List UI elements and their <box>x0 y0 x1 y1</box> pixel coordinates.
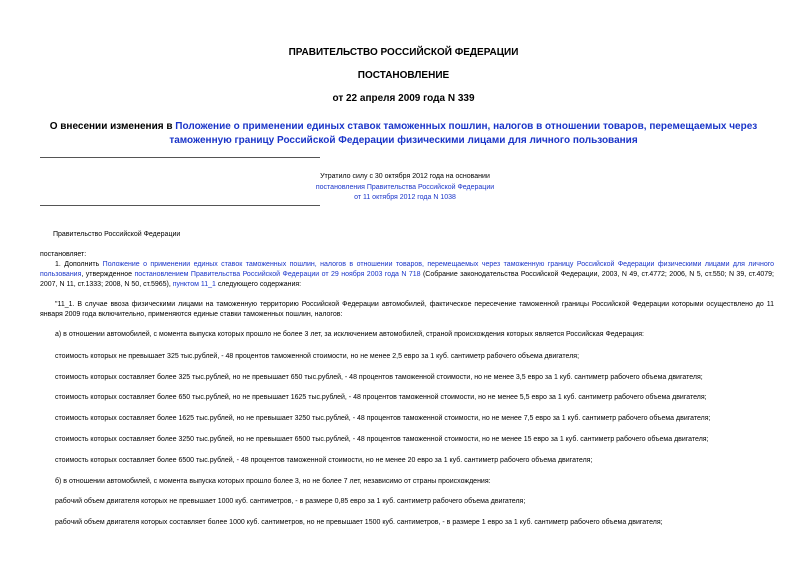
document-type-heading: ПОСТАНОВЛЕНИЕ <box>357 70 450 81</box>
rate-a5: стоимость которых составляет более 3250 тыс.рублей, но не превышает 6500 тыс.рублей, - 48 процентов таможенной стоимости, но не менее 15 евро за 1 куб. сантиметр рабочего объема двигателя; <box>55 436 709 443</box>
divider-bottom <box>40 205 320 206</box>
p1-text-c: (Собрание законодательства Российской Федерации, 2003, N 49, ст.4772; 2006, N 5, ст.550; N 39, ст.4079; 2007, N 11, ст.1333; 2008, N 50, ст.5965), <box>40 271 774 288</box>
rate-a3: стоимость которых составляет более 650 тыс.рублей, но не превышает 1625 тыс.рублей, - 48 процентов таможенной стоимости, но не менее 5,5 евро за 1 куб. сантиметр рабочего объема двигателя; <box>55 394 707 401</box>
rate-a1: стоимость которых не превышает 325 тыс.рублей, - 48 процентов таможенной стоимости, но не менее 2,5 евро за 1 куб. сантиметр рабочего объема двигателя; <box>55 353 580 360</box>
government-line: Правительство Российской Федерации <box>53 231 181 238</box>
p1-text-b: , утвержденное <box>81 271 135 278</box>
decides-line: постановляет: <box>40 251 87 258</box>
p1-clause-link[interactable]: пунктом 11_1 <box>172 281 216 288</box>
date-number-heading: от 22 апреля 2009 года N 339 <box>332 93 475 104</box>
document-title <box>28 120 779 148</box>
divider-top <box>40 157 320 158</box>
repeal-decree-date-link[interactable]: от 11 октября 2012 года N 1038 <box>354 194 456 201</box>
title-regulation-link[interactable]: Положение о применении единых ставок таможенных пошлин, налогов в отношении товаров, перемещаемых через таможенную границу Российской Федерации физическими лицами для личного пользования <box>169 121 758 146</box>
p1-text-d: следующего содержания: <box>215 281 302 288</box>
rate-b1: рабочий объем двигателя которых не превышает 1000 куб. сантиметров, - в размере 0,85 евро за 1 куб. сантиметр рабочего объема двигателя; <box>55 498 526 505</box>
rate-b2: рабочий объем двигателя которых составляет более 1000 куб. сантиметров, но не превышает 1500 куб. сантиметров, - в размере 1 евро за 1 куб. сантиметр рабочего объема двигателя; <box>55 519 663 526</box>
repeal-note-text: Утратило силу с 30 октября 2012 года на основании <box>320 173 490 180</box>
repeal-decree-link[interactable]: постановления Правительства Российской Федерации <box>315 183 495 191</box>
subparagraph-b: б) в отношении автомобилей, с момента выпуска которых прошло более 3, но не более 7 лет, независимо от страны происхождения: <box>55 478 491 485</box>
repeal-note <box>260 172 550 204</box>
government-heading: ПРАВИТЕЛЬСТВО РОССИЙСКОЙ ФЕДЕРАЦИИ <box>288 47 519 58</box>
rate-a4: стоимость которых составляет более 1625 тыс.рублей, но не превышает 3250 тыс.рублей, - 48 процентов таможенной стоимости, но не менее 7,5 евро за 1 куб. сантиметр рабочего объема двигателя; <box>55 415 711 422</box>
paragraph-11-1: "11_1. В случае ввоза физическими лицами на таможенную территорию Российской Федерации автомобилей, фактическое пересечение таможенной границы Российской Федерации которыми осуществлено до 11 января 2009 года включительно, применяются единые ставки таможенных пошлин, налогов: <box>40 301 774 318</box>
p1-decree-718-link[interactable]: постановлением Правительства Российской Федерации от 29 ноября 2003 года N 718 <box>134 271 421 278</box>
rate-a2: стоимость которых составляет более 325 тыс.рублей, но не превышает 650 тыс.рублей, - 48 процентов таможенной стоимости, но не менее 3,5 евро за 1 куб. сантиметр рабочего объема двигателя; <box>55 374 703 381</box>
rate-a6: стоимость которых составляет более 6500 тыс.рублей, - 48 процентов таможенной стоимости, но не менее 20 евро за 1 куб. сантиметр рабочего объема двигателя; <box>55 457 593 464</box>
paragraph-1 <box>40 260 774 290</box>
subparagraph-a: а) в отношении автомобилей, с момента выпуска которых прошло не более 3 лет, за исключением автомобилей, страной происхождения которых является Российская Федерация: <box>55 331 644 338</box>
title-prefix: О внесении изменения в <box>49 121 176 132</box>
p1-text-a: 1. Дополнить <box>55 261 103 268</box>
p1-regulation-link[interactable]: Положение о применении единых ставок таможенных пошлин, налогов в отношении товаров, перемещаемых через таможенную границу Российской Федерации физическими лицами для личного пользования <box>40 261 775 278</box>
